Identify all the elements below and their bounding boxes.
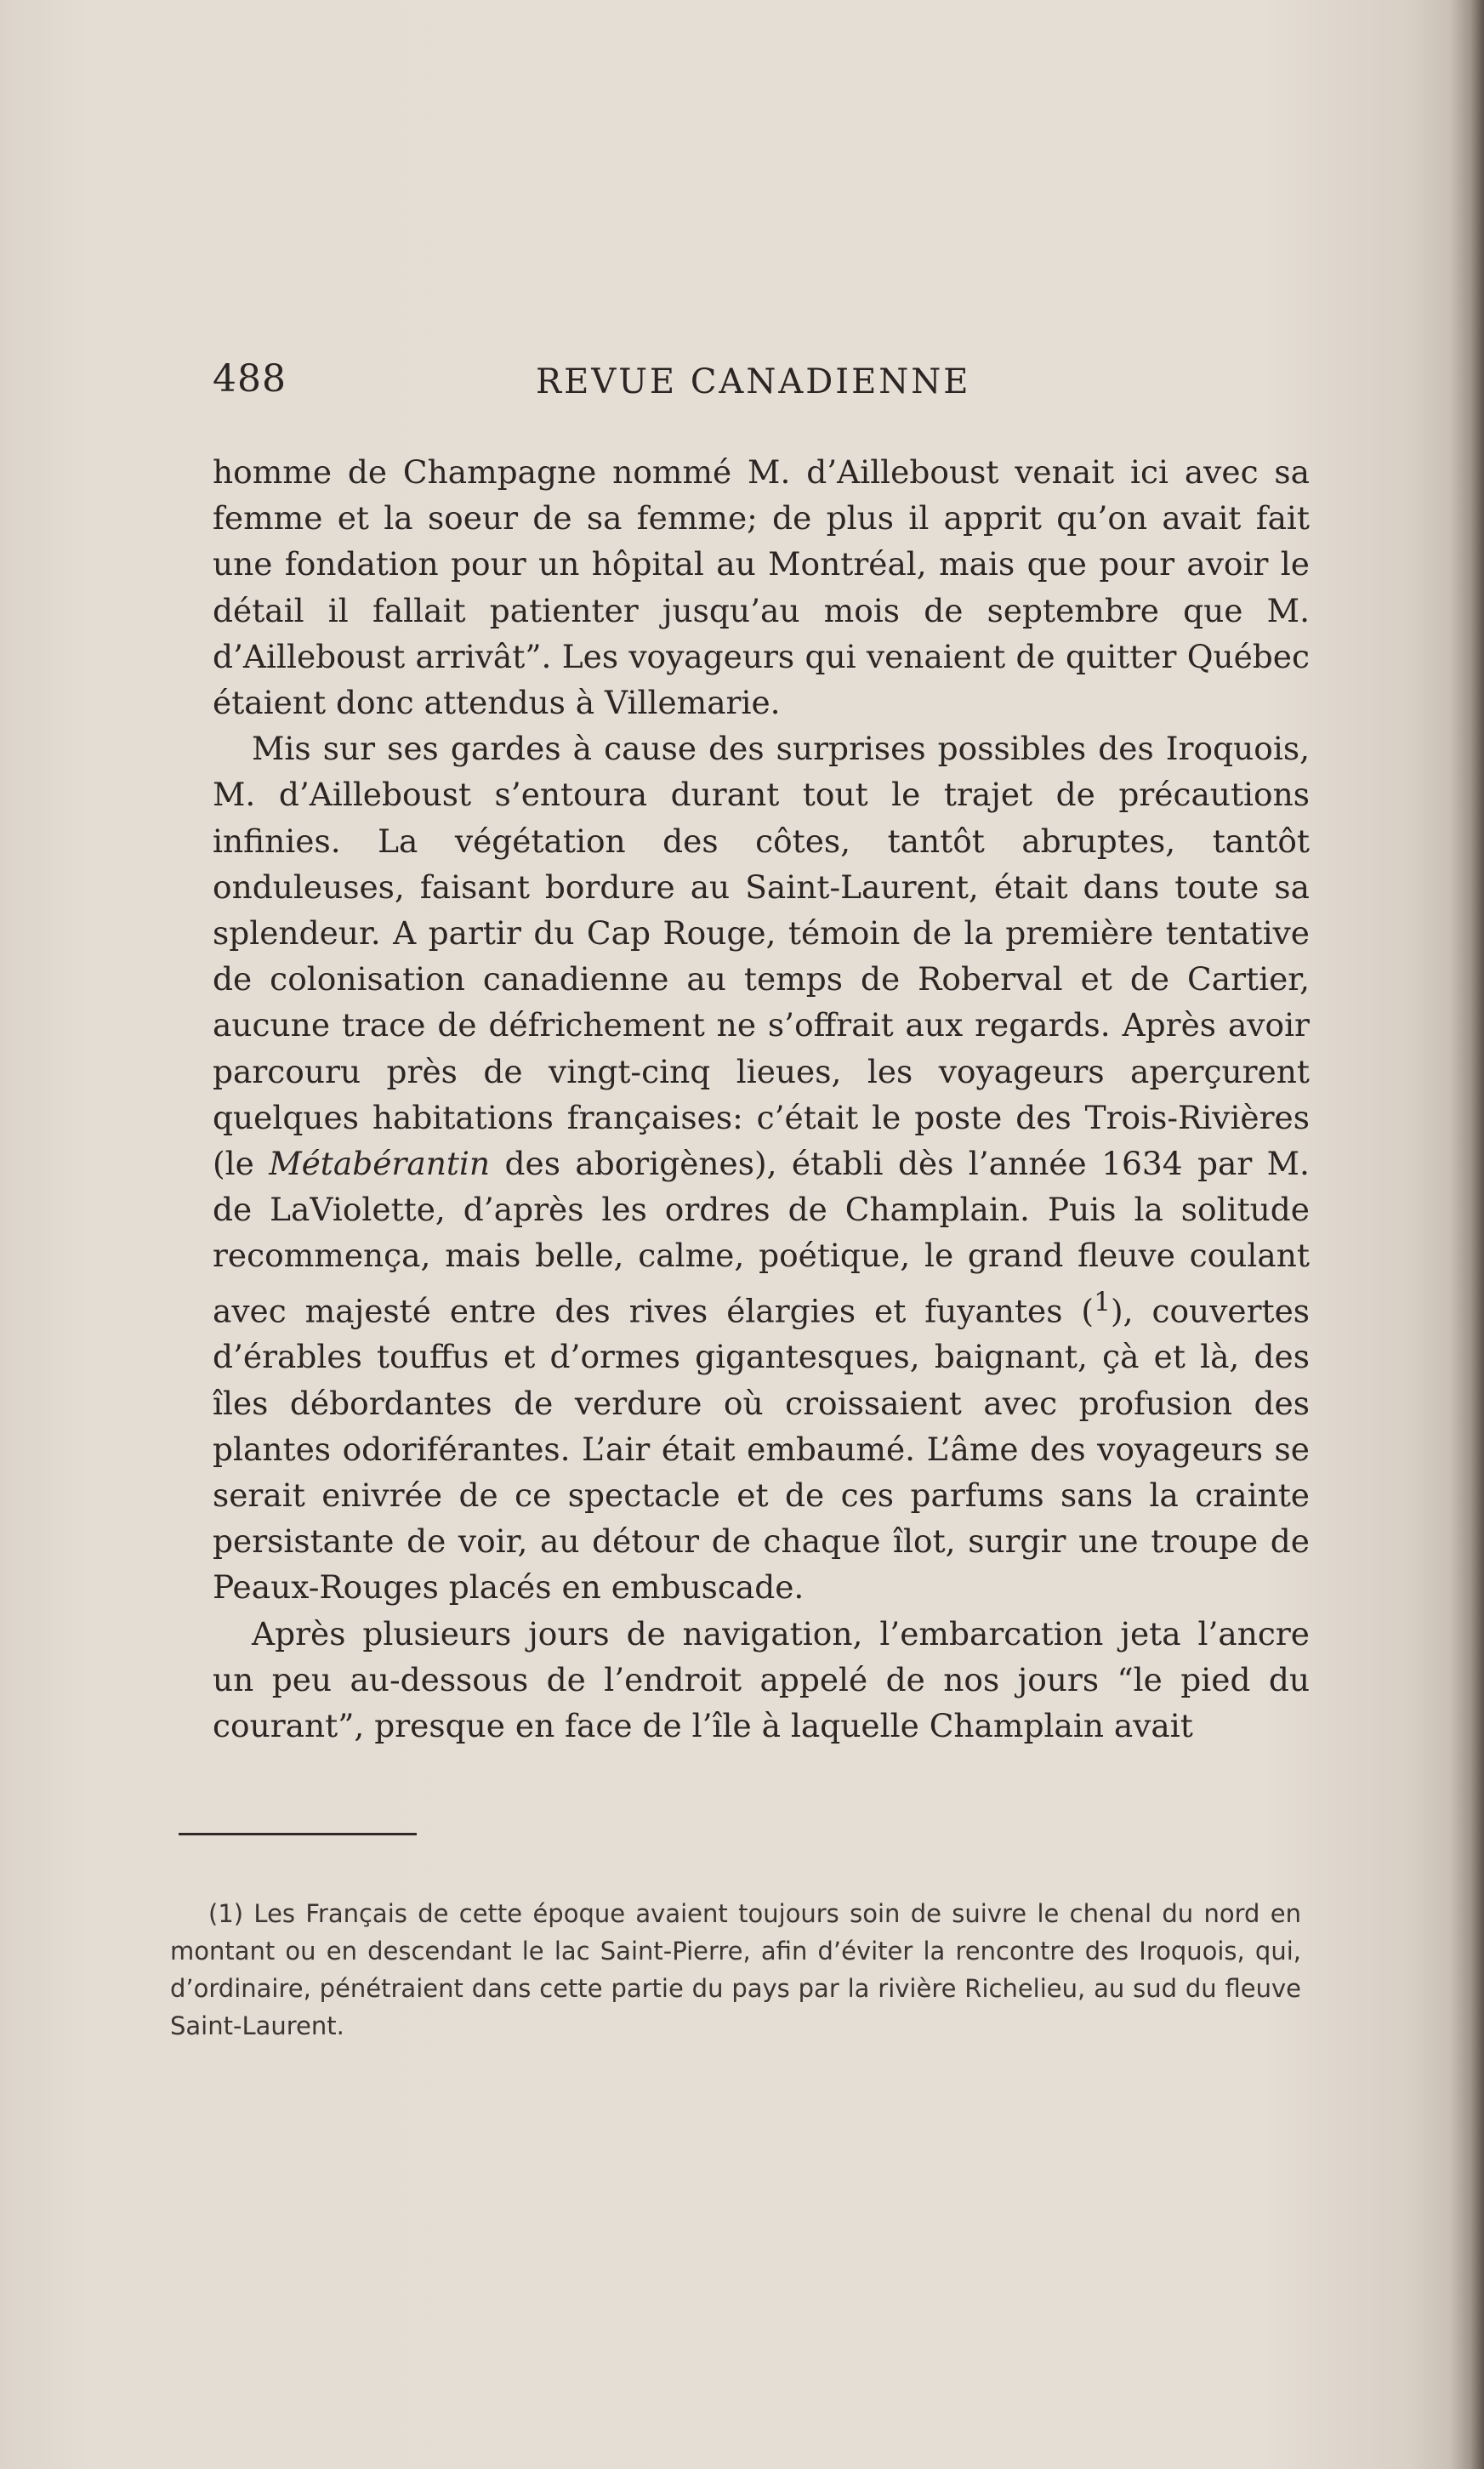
paragraph-3-text: Après plusieurs jours de navigation, l’embarcation jeta l’ancre un peu au-dessous de l’endroit appelé de nos jours “le pied du courant”, presque en face de l’île à laquelle Champlain avait (213, 1614, 1310, 1744)
body-text (213, 449, 1310, 1749)
paragraph-1-text: homme de Champagne nommé M. d’Ailleboust venait ici avec sa femme et la soeur de sa femme; de plus il apprit qu’on avait fait une fondation pour un hôpital au Montréal, mais que pour avoir le détail il fallait patienter jusqu’au mois de septembre que M. d’Ailleboust arrivât”. Les voyageurs qui venaient de quitter Québec étaient donc attendus à Villemarie. (213, 453, 1310, 722)
paragraph-3 (213, 1611, 1310, 1749)
paragraph-2-italic-term: Métabérantin (269, 1145, 491, 1183)
running-title: REVUE CANADIENNE (536, 362, 971, 401)
footnote-separator (179, 1833, 417, 1835)
page-number: 488 (213, 357, 287, 401)
footnote-reference: 1 (1094, 1286, 1111, 1317)
footnote-marker: (1) (208, 1899, 244, 1928)
paragraph-2-text-c: ), couvertes d’érables touffus et d’ormes gigantesques, baignant, çà et là, des îles débordantes de verdure où croissaient avec profusion des plantes odoriférantes. L’air était embaumé. L’âme des voyageurs se serait enivrée de ce spectacle et de ces parfums sans la crainte persistante de voir, au détour de chaque îlot, surgir une troupe de Peaux-Rouges placés en embuscade. (213, 1292, 1311, 1607)
paragraph-2-text-a: Mis sur ses gardes à cause des surprises possibles des Iroquois, M. d’Ailleboust s’entoura durant tout le trajet de précautions infinies. La végétation des côtes, tantôt abruptes, tantôt onduleuses, faisant bordure au Saint-Laurent, était dans toute sa splendeur. A partir du Cap Rouge, témoin de la première tentative de colonisation canadienne au temps de Roberval et de Cartier, aucune trace de défrichement ne s’offrait aux regards. Après avoir parcouru près de vingt-cinq lieues, les voyageurs aperçurent quelques habitations françaises: c’était le poste des Trois-Rivières (le (213, 730, 1310, 1183)
page-header (213, 357, 1318, 417)
page-edge-shadow (1450, 0, 1484, 2469)
paragraph-2 (213, 725, 1310, 1610)
footnote-text: Les Français de cette époque avaient toujours soin de suivre le chenal du nord en montant ou en descendant le lac Saint-Pierre, afin d’éviter la rencontre des Iroquois, qui, d’ordinaire, pénétraient dans cette partie du pays par la rivière Richelieu, au sud du fleuve Saint-Laurent. (170, 1899, 1301, 2040)
paragraph-2-text-b: des aborigènes), établi dès l’année 1634 par M. de LaViolette, d’après les ordres de Champlain. Puis la solitude recommença, mais belle, calme, poétique, le grand fleuve coulant avec majesté entre des rives élargies et fuyantes ( (213, 1145, 1310, 1330)
paragraph-1 (213, 449, 1310, 725)
footnote (170, 1895, 1301, 2045)
